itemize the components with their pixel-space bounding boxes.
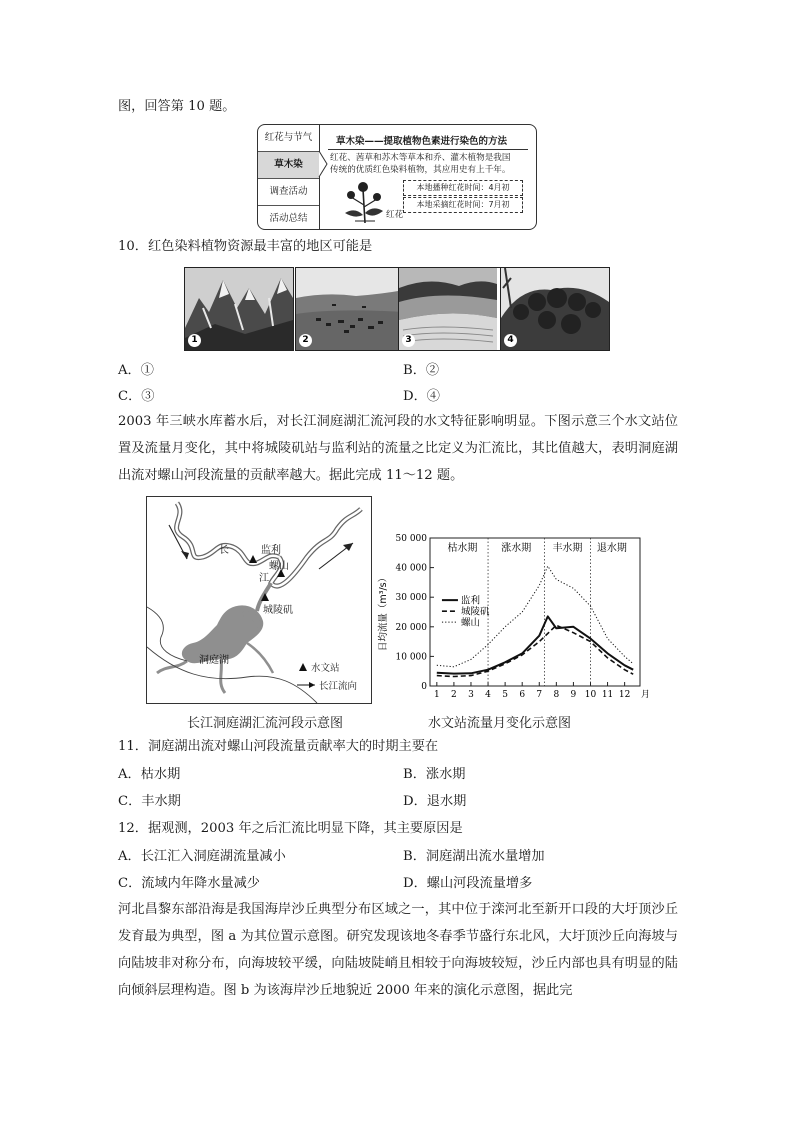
label-river-jiang: 江: [259, 573, 269, 584]
period-label: 退水期: [596, 543, 627, 554]
forest-photo-illustration: [501, 268, 609, 350]
x-tick-label: 9: [570, 690, 577, 700]
q10-option-d[interactable]: D．④: [403, 389, 440, 404]
y-tick-label: 30 000: [395, 593, 427, 604]
info-card: [257, 124, 537, 230]
sow-time-box: 本地播种红花时间：4月初: [403, 180, 523, 196]
legend-flow-label: 长江流向: [319, 681, 358, 692]
q10-option-b[interactable]: B．②: [403, 363, 440, 378]
q12-option-d[interactable]: D．螺山河段流量增多: [403, 876, 533, 891]
x-tick-label: 12: [618, 690, 631, 700]
tab-pointer-icon: [316, 151, 328, 177]
x-tick-label: 7: [536, 690, 543, 700]
legend-label: 螺山: [460, 617, 480, 629]
legend-station-label: 水文站: [311, 663, 340, 674]
photo-mountains: [184, 267, 294, 351]
photo-badge: 1: [188, 334, 201, 347]
x-unit-label: 月: [641, 690, 651, 700]
legend-label: 监利: [460, 595, 480, 607]
q10-option-a[interactable]: A．①: [118, 363, 154, 378]
chart-caption: 水文站流量月变化示意图: [428, 716, 572, 731]
x-tick-label: 1: [433, 690, 440, 700]
q12-option-b[interactable]: B．洞庭湖出流水量增加: [403, 849, 545, 864]
photo-badge: 4: [504, 334, 517, 347]
q11-option-b[interactable]: B．涨水期: [403, 767, 466, 782]
y-tick-label: 0: [421, 682, 427, 692]
period-label: 枯水期: [447, 543, 478, 554]
map-caption: 长江洞庭湖汇流河段示意图: [187, 716, 344, 731]
label-luoshan: 螺山: [269, 561, 289, 572]
card-tabs: [258, 125, 320, 229]
x-tick-label: 8: [553, 690, 560, 700]
period-label: 丰水期: [552, 543, 583, 554]
tab-item: 活动总结: [269, 213, 308, 224]
flow-chart-svg: [372, 530, 652, 706]
y-tick-label: 20 000: [395, 622, 427, 633]
passage-three-gorges: 2003 年三峡水库蓄水后，对长江洞庭湖汇流河段的水文特征影响明显。下图示意三个水文站位置及流量月变化，其中将城陵矶站与监利站的流量之比定义为汇流比，其比值越大，表明洞庭湖出流对螺山河段流量的贡献率越大。据此完成 11～12 题。: [118, 414, 678, 483]
label-jianli: 监利: [261, 545, 281, 556]
q12-stem: 12．据观测，2003 年之后汇流比明显下降，其主要原因是: [118, 821, 463, 836]
legend-label: 城陵矶: [460, 606, 490, 618]
q10-option-c[interactable]: C．③: [118, 389, 155, 404]
photo-badge: 2: [299, 334, 312, 347]
grassland-photo-illustration: [296, 268, 404, 350]
intro-line: 图，回答第 10 题。: [118, 99, 236, 114]
x-tick-label: 6: [519, 690, 526, 700]
y-tick-label: 50 000: [395, 534, 427, 544]
q10-stem: 10．红色染料植物资源最丰富的地区可能是: [118, 239, 373, 254]
pick-time-box: 本地采摘红花时间：7月初: [403, 197, 523, 213]
safflower-icon: [341, 177, 389, 225]
card-divider: [328, 149, 528, 150]
label-chenglingji: 城陵矶: [263, 605, 293, 616]
photo-grassland: [295, 267, 405, 351]
q11-option-a[interactable]: A．枯水期: [118, 767, 181, 782]
q11-option-d[interactable]: D．退水期: [403, 794, 467, 809]
tab-item-active: 草木染: [258, 152, 319, 179]
passage-coastal-dunes: 河北昌黎东部沿海是我国海岸沙丘典型分布区域之一，其中位于滦河北至新开口段的大圩顶沙丘发育最为典型，图 a 为其位置示意图。研究发现该地冬春季节盛行东北风，大圩顶沙丘向海坡与向陆坡非对称分布，向海坡较平缓，向陆坡陡峭且相较于向海坡较短，沙丘内部也具有明显的陆向倾斜层理构造。图 b 为该海岸沙丘地貌近 2000 年来的演化示意图，据此完: [118, 902, 678, 998]
x-tick-label: 11: [601, 690, 614, 700]
x-tick-label: 3: [468, 690, 474, 700]
tab-item: 调查活动: [258, 179, 319, 206]
y-tick-label: 10 000: [395, 652, 427, 663]
x-tick-label: 4: [485, 690, 491, 700]
q11-option-c[interactable]: C．丰水期: [118, 794, 181, 809]
map-figure: [146, 496, 372, 704]
photo-desert: [398, 267, 508, 351]
tab-item: 红花与节气: [258, 125, 319, 152]
label-river-chang: 长: [219, 545, 229, 556]
photo-badge: 3: [402, 334, 415, 347]
x-tick-label: 10: [584, 690, 597, 700]
card-title: 草木染——提取植物色素进行染色的方法: [336, 136, 508, 147]
x-tick-label: 2: [451, 690, 457, 700]
x-tick-label: 5: [502, 690, 508, 700]
photo-forest: [500, 267, 610, 351]
y-tick-label: 40 000: [395, 563, 427, 574]
flower-label: 红花: [386, 210, 404, 220]
period-label: 涨水期: [501, 543, 532, 554]
card-description: 红花、茜草和苏木等草本和乔、灌木植物是我国 传统的优质红色染料植物，其应用史有上千年。: [330, 153, 511, 175]
q11-stem: 11．洞庭湖出流对螺山河段流量贡献率大的时期主要在: [118, 739, 439, 754]
q12-option-c[interactable]: C．流域内年降水量减少: [118, 876, 260, 891]
flow-chart: [372, 530, 652, 706]
y-axis-label: 日均流量（m³/s）: [378, 572, 389, 652]
label-dongting-lake: 洞庭湖: [199, 655, 229, 666]
mountain-photo-illustration: [185, 268, 293, 350]
q12-option-a[interactable]: A．长江汇入洞庭湖流量减小: [118, 849, 286, 864]
